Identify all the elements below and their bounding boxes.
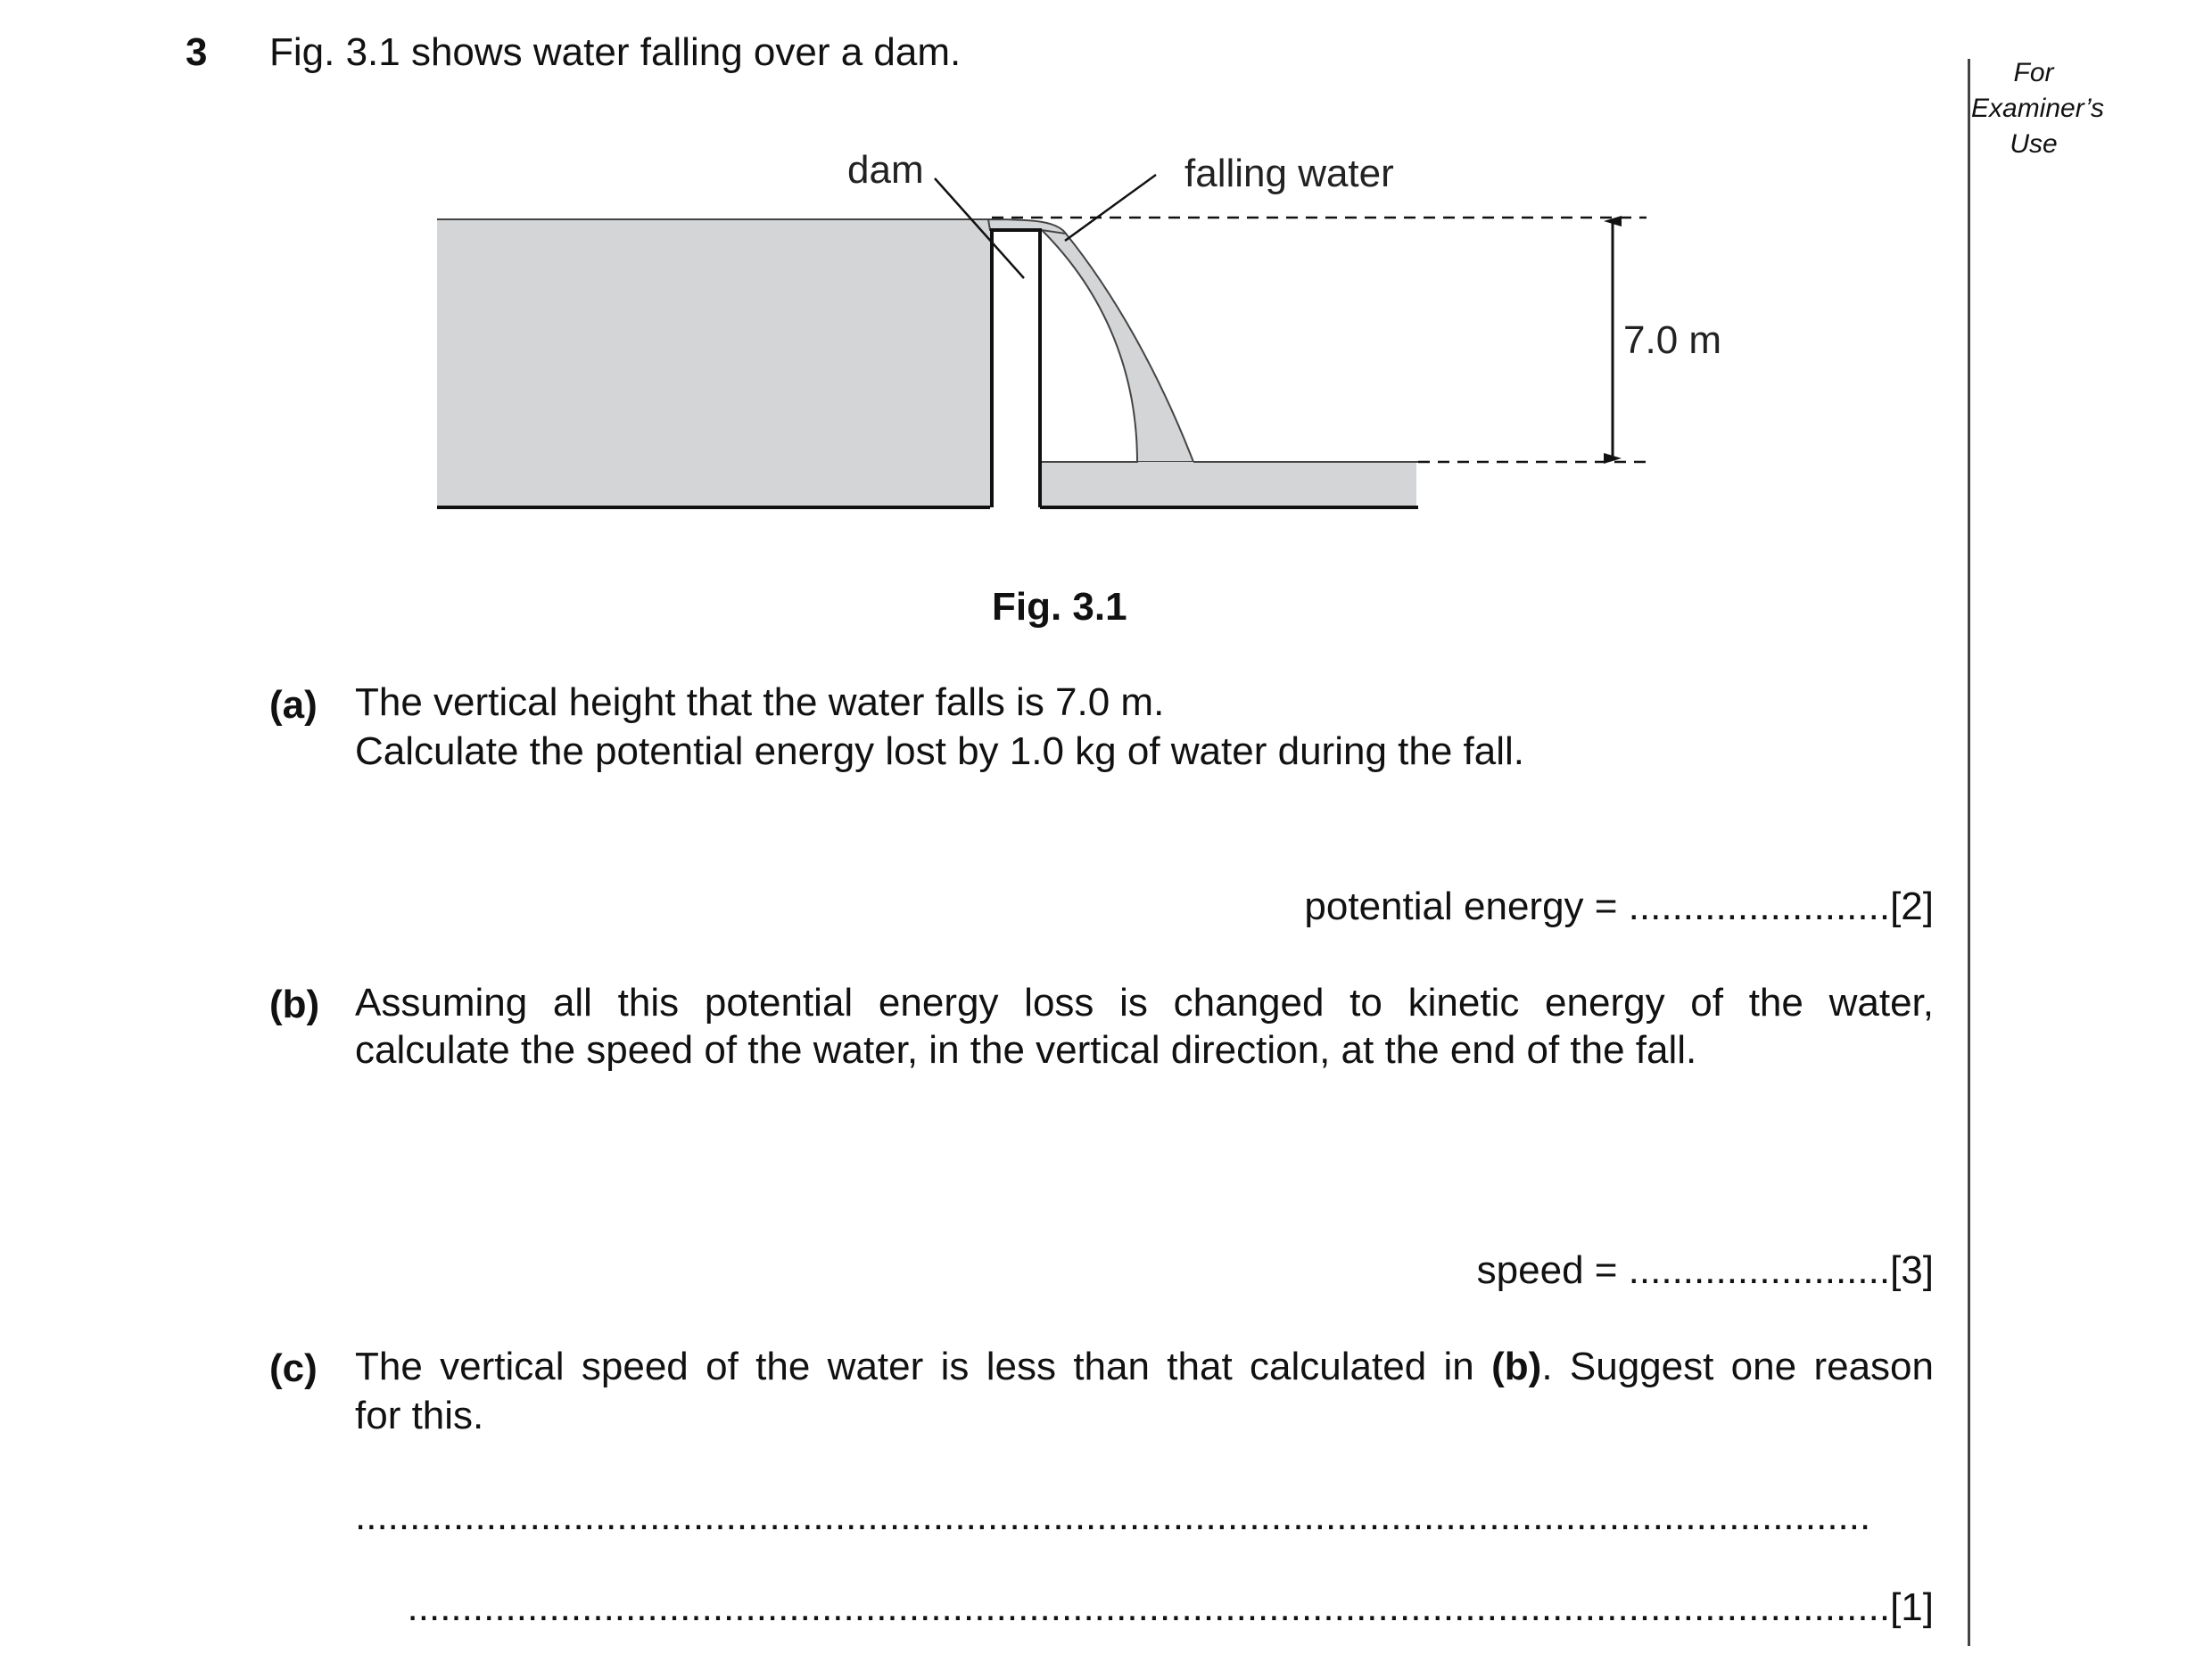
examiner-note-line: Examiner’s <box>1971 94 2104 123</box>
reservoir-water <box>437 219 990 507</box>
part-c-line-1-rest: . Suggest one reason <box>1541 1345 1934 1388</box>
dam-figure <box>0 0 2212 571</box>
falling-water-label: falling water <box>1184 152 1394 195</box>
question-intro: Fig. 3.1 shows water falling over a dam. <box>269 30 962 74</box>
part-a-answer-line: potential energy = ........................[2] <box>1304 885 1934 928</box>
falling-water-leader-line <box>1065 175 1156 241</box>
part-b-answer-line: speed = ........................[3] <box>1476 1248 1934 1292</box>
part-c-answer-line-1: ........................................................................................................................................... <box>355 1494 1871 1538</box>
height-label: 7.0 m <box>1623 318 1722 362</box>
part-c-line-1-bold-ref: (b) <box>1491 1345 1542 1388</box>
part-c-answer-line-2: ........................................................................................................................................[1] <box>407 1585 1934 1629</box>
part-c-label: (c) <box>269 1346 318 1390</box>
part-a-line-1: The vertical height that the water falls is 7.0 m. <box>355 680 1165 724</box>
part-c-line-1-text: The vertical speed of the water is less than that calculated in <box>355 1345 1492 1388</box>
part-a-label: (a) <box>269 683 318 727</box>
question-number: 3 <box>186 30 208 74</box>
part-b-line-2: calculate the speed of the water, in the vertical direction, at the end of the fall. <box>355 1028 1697 1072</box>
downstream-water <box>1042 462 1416 507</box>
part-c-line-2: for this. <box>355 1394 484 1437</box>
part-c-line-1 <box>355 1345 1934 1389</box>
dam-label: dam <box>847 148 924 192</box>
examiner-note-line: Use <box>2010 129 2058 159</box>
dam-wall <box>992 230 1040 507</box>
part-a-line-2: Calculate the potential energy lost by 1.0 kg of water during the fall. <box>355 729 1524 773</box>
examiner-note-line: For <box>2013 58 2054 87</box>
figure-caption: Fig. 3.1 <box>992 585 1127 629</box>
part-b-label: (b) <box>269 983 320 1026</box>
part-b-line-1: Assuming all this potential energy loss is changed to kinetic energy of the water, <box>355 981 1934 1025</box>
falling-water-sheet <box>1042 230 1193 462</box>
